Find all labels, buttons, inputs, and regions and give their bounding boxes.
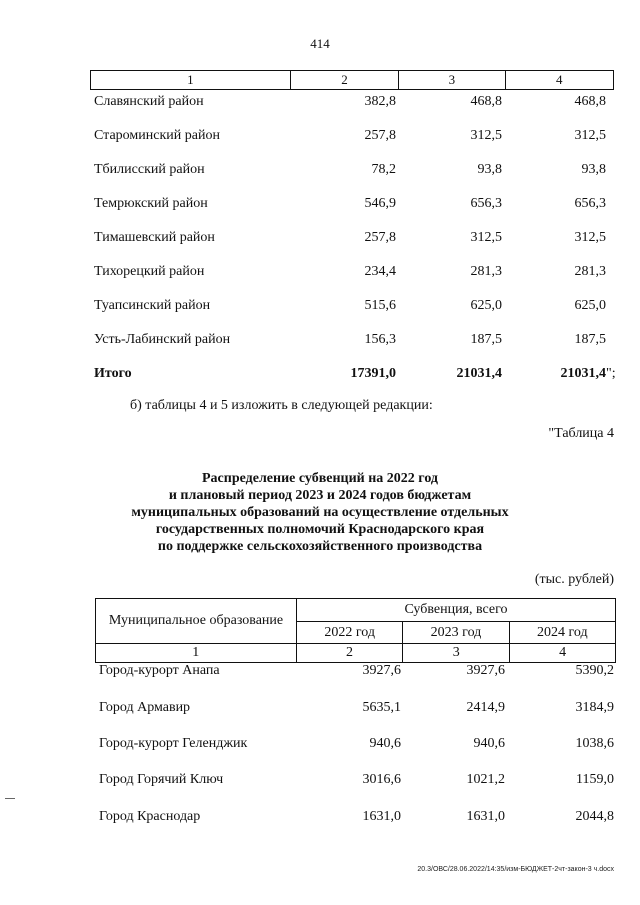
row-value-2024: 93,8	[581, 162, 606, 177]
row-value-2024: 656,3	[574, 196, 606, 211]
table-row	[90, 194, 622, 214]
units-label: (тыс. рублей)	[534, 572, 614, 587]
row-value-2023: 2414,9	[466, 700, 505, 715]
row-value-2022: 234,4	[364, 264, 396, 279]
row-value-2022: 382,8	[364, 94, 396, 109]
row-value-2024: 3184,9	[575, 700, 614, 715]
footer-file-path: 20.3/ОВС/28.06.2022/14:35/изм-БЮДЖЕТ-2чт-закон-3 ч.docx	[417, 866, 614, 873]
header-year-2024: 2024 год	[537, 625, 588, 640]
row-value-2024: 2044,8	[575, 809, 614, 824]
table-row	[90, 228, 622, 248]
table-row	[90, 296, 622, 316]
table-row	[95, 697, 614, 719]
row-name: Тбилисский район	[94, 162, 205, 177]
title-line: и плановый период 2023 и 2024 годов бюджетам	[168, 488, 472, 503]
page-number: 414	[310, 36, 330, 51]
row-name: Город-курорт Геленджик	[99, 736, 248, 751]
title-line: по поддержке сельскохозяйственного производства	[157, 539, 483, 554]
row-value-2022: 5635,1	[362, 700, 401, 715]
row-name: Славянский район	[94, 94, 204, 109]
header-subvention: Субвенция, всего	[297, 599, 615, 622]
total-value-2023: 21031,4	[456, 366, 502, 381]
table-title	[0, 470, 640, 555]
row-value-2024: 468,8	[574, 94, 606, 109]
row-value-2022: 1631,0	[362, 809, 401, 824]
column-number: 4	[559, 645, 567, 660]
row-name: Город Армавир	[99, 700, 191, 715]
row-name: Город-курорт Анапа	[99, 663, 220, 678]
row-name: Усть-Лабинский район	[94, 332, 231, 347]
row-name: Тихорецкий район	[94, 264, 205, 279]
row-value-2024: 312,5	[574, 128, 606, 143]
table1-header	[90, 70, 614, 90]
row-name: Тимашевский район	[94, 230, 215, 245]
row-value-2023: 1021,2	[466, 772, 505, 787]
row-value-2022: 257,8	[364, 128, 396, 143]
row-value-2022: 546,9	[364, 196, 396, 211]
table1-header-col1: 1	[91, 71, 291, 89]
table-row	[95, 806, 614, 828]
row-value-2023: 281,3	[470, 264, 502, 279]
row-value-2023: 940,6	[473, 736, 505, 751]
table1-header-col4: 4	[556, 72, 563, 87]
row-value-2023: 312,5	[470, 230, 502, 245]
row-value-2022: 940,6	[369, 736, 401, 751]
row-value-2023: 93,8	[477, 162, 502, 177]
row-value-2022: 3927,6	[362, 663, 401, 678]
total-value-2024: 21031,4	[560, 366, 606, 381]
row-value-2024: 5390,2	[575, 663, 614, 678]
row-name: Туапсинский район	[94, 298, 211, 313]
row-name: Староминский район	[94, 128, 220, 143]
table2-header	[95, 598, 616, 663]
table-row	[90, 126, 622, 146]
row-name: Город Краснодар	[99, 809, 201, 824]
row-value-2022: 515,6	[364, 298, 396, 313]
title-line: Распределение субвенций на 2022 год	[202, 471, 438, 486]
table-row	[90, 330, 622, 350]
column-number: 3	[403, 644, 510, 662]
table-label: "Таблица 4	[548, 426, 614, 441]
margin-mark	[5, 798, 15, 799]
row-value-2024: 1159,0	[576, 772, 614, 787]
row-name: Темрюкский район	[94, 196, 208, 211]
row-name: Город Горячий Ключ	[99, 772, 224, 787]
row-value-2022: 257,8	[364, 230, 396, 245]
table-row	[90, 92, 622, 112]
table-row	[90, 262, 622, 282]
row-value-2024: 625,0	[574, 298, 606, 313]
header-year-2023: 2023 год	[403, 622, 509, 643]
table-row	[95, 660, 614, 682]
row-value-2024: 281,3	[574, 264, 606, 279]
amendment-paragraph: б) таблицы 4 и 5 изложить в следующей редакции:	[130, 398, 433, 413]
column-number: 2	[297, 644, 404, 662]
table1-header-col3: 3	[399, 71, 505, 89]
row-value-2023: 625,0	[470, 298, 502, 313]
row-value-2024: 312,5	[574, 230, 606, 245]
row-value-2023: 468,8	[470, 94, 502, 109]
row-value-2024: 187,5	[574, 332, 606, 347]
column-number: 1	[96, 644, 297, 662]
row-value-2023: 3927,6	[466, 663, 505, 678]
row-value-2022: 3016,6	[362, 772, 401, 787]
row-value-2022: 156,3	[364, 332, 396, 347]
row-value-2023: 656,3	[470, 196, 502, 211]
table-row	[95, 769, 614, 791]
table-row	[90, 160, 622, 180]
header-year-2022: 2022 год	[297, 622, 403, 643]
closing-quote: ";	[606, 366, 616, 381]
header-municipality: Муниципальное образование	[96, 599, 297, 643]
row-value-2023: 187,5	[470, 332, 502, 347]
table-total-row	[90, 364, 622, 384]
row-value-2023: 312,5	[470, 128, 502, 143]
total-value-2022: 17391,0	[350, 366, 396, 381]
title-line: государственных полномочий Краснодарского края	[155, 522, 485, 537]
table1-header-col2: 2	[291, 71, 399, 89]
title-line: муниципальных образований на осуществление отдельных	[131, 505, 509, 520]
row-value-2022: 78,2	[371, 162, 396, 177]
table-row	[95, 733, 614, 755]
row-value-2023: 1631,0	[466, 809, 505, 824]
row-value-2024: 1038,6	[575, 736, 614, 751]
total-label: Итого	[94, 366, 132, 381]
